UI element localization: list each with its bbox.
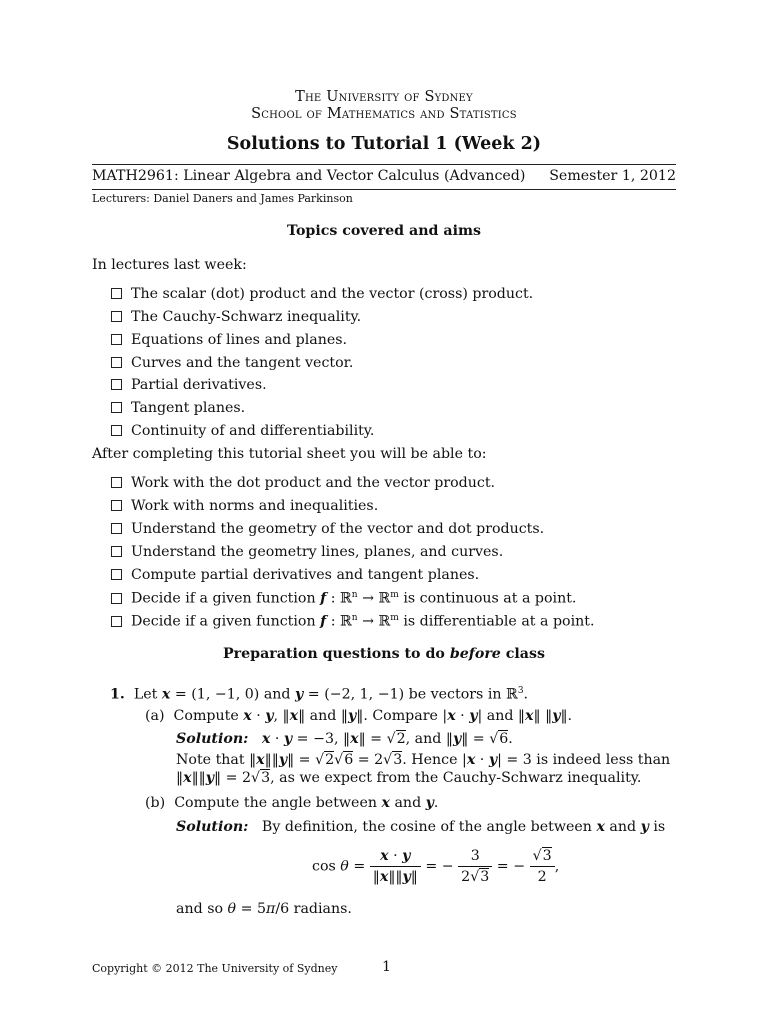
- question-1a: (a) Compute x · y, ‖x‖ and ‖y‖. Compare |x · y| and ‖x‖ ‖y‖.: [145, 708, 573, 724]
- checkbox-icon: [111, 425, 122, 436]
- fraction-dot-over-norms: $\frac{x \cdot y}{‖x‖‖y‖}$: [370, 848, 421, 885]
- school-name: School of Mathematics and Statistics: [251, 106, 517, 122]
- topics-heading: Topics covered and aims: [287, 223, 481, 239]
- aim-item: Decide if a given function f : ℝ$^n$ → ℝ$^m$ is differentiable at a point.: [111, 613, 594, 630]
- checkbox-icon: [111, 569, 122, 580]
- lecture-item: Partial derivatives.: [111, 377, 267, 393]
- university-name: The University of Sydney: [295, 89, 473, 105]
- lecture-item: Equations of lines and planes.: [111, 332, 347, 348]
- lectures-intro: In lectures last week:: [92, 257, 247, 273]
- aim-item: Decide if a given function f : ℝ$^n$ → ℝ$^m$ is continuous at a point.: [111, 590, 576, 607]
- solution-1b-conclusion: and so θ = 5π/6 radians.: [176, 901, 352, 917]
- checkbox-icon: [111, 616, 122, 627]
- checkbox-icon: [111, 477, 122, 488]
- lecturers: Lecturers: Daniel Daners and James Parkinson: [92, 192, 353, 205]
- header-rule-bottom: [92, 189, 676, 190]
- checkbox-icon: [111, 288, 122, 299]
- page-number: 1: [382, 959, 392, 975]
- aim-item: Understand the geometry lines, planes, and curves.: [111, 544, 503, 560]
- cosine-equation: cos θ = $\frac{x \cdot y}{‖x‖‖y‖}$ = − $\frac{3}{2√3}$ = − $\frac{√3}{2}$ ,: [312, 848, 560, 885]
- lecture-item: Curves and the tangent vector.: [111, 355, 353, 371]
- question-1b: (b) Compute the angle between x and y.: [145, 795, 439, 811]
- checkbox-icon: [111, 379, 122, 390]
- checkbox-icon: [111, 546, 122, 557]
- solution-1a-note-cont: ‖x‖‖y‖ = 2√3, as we expect from the Cauchy-Schwarz inequality.: [176, 770, 642, 786]
- checkbox-icon: [111, 523, 122, 534]
- lecture-item: Tangent planes.: [111, 400, 245, 416]
- checkbox-icon: [111, 593, 122, 604]
- fraction-3-over-2sqrt3: $\frac{3}{2√3}$: [458, 848, 492, 885]
- page-title: Solutions to Tutorial 1 (Week 2): [226, 134, 542, 154]
- fraction-sqrt3-over-2: $\frac{√3}{2}$: [530, 848, 555, 885]
- header-rule-top: [92, 164, 676, 165]
- question-1: 1. Let x = (1, −1, 0) and y = (−2, 1, −1) be vectors in ℝ$^3$.: [110, 686, 529, 703]
- solution-1a-note: Note that ‖x‖‖y‖ = √2√6 = 2√3. Hence |x · y| = 3 is indeed less than: [176, 752, 671, 768]
- checkbox-icon: [111, 334, 122, 345]
- aim-item: Work with norms and inequalities.: [111, 498, 378, 514]
- aims-intro: After completing this tutorial sheet you will be able to:: [92, 446, 487, 462]
- checkbox-icon: [111, 402, 122, 413]
- aim-item: Work with the dot product and the vector product.: [111, 475, 495, 491]
- checkbox-icon: [111, 357, 122, 368]
- copyright: Copyright © 2012 The University of Sydney: [92, 962, 338, 975]
- course-name: MATH2961: Linear Algebra and Vector Calculus (Advanced): [92, 168, 526, 184]
- aim-item: Understand the geometry of the vector and dot products.: [111, 521, 544, 537]
- checkbox-icon: [111, 500, 122, 511]
- checkbox-icon: [111, 311, 122, 322]
- prep-heading: Preparation questions to do before class: [223, 646, 545, 662]
- lecture-item: The Cauchy-Schwarz inequality.: [111, 309, 361, 325]
- solution-1b: Solution: By definition, the cosine of the angle between x and y is: [176, 819, 666, 835]
- solution-1a: Solution: x · y = −3, ‖x‖ = √2, and ‖y‖ = √6.: [176, 731, 513, 747]
- lecture-item: Continuity of and differentiability.: [111, 423, 374, 439]
- semester: Semester 1, 2012: [549, 168, 676, 184]
- lecture-item: The scalar (dot) product and the vector (cross) product.: [111, 286, 533, 302]
- aim-func-prefix: Decide if a given function: [131, 590, 316, 607]
- aim-item: Compute partial derivatives and tangent planes.: [111, 567, 479, 583]
